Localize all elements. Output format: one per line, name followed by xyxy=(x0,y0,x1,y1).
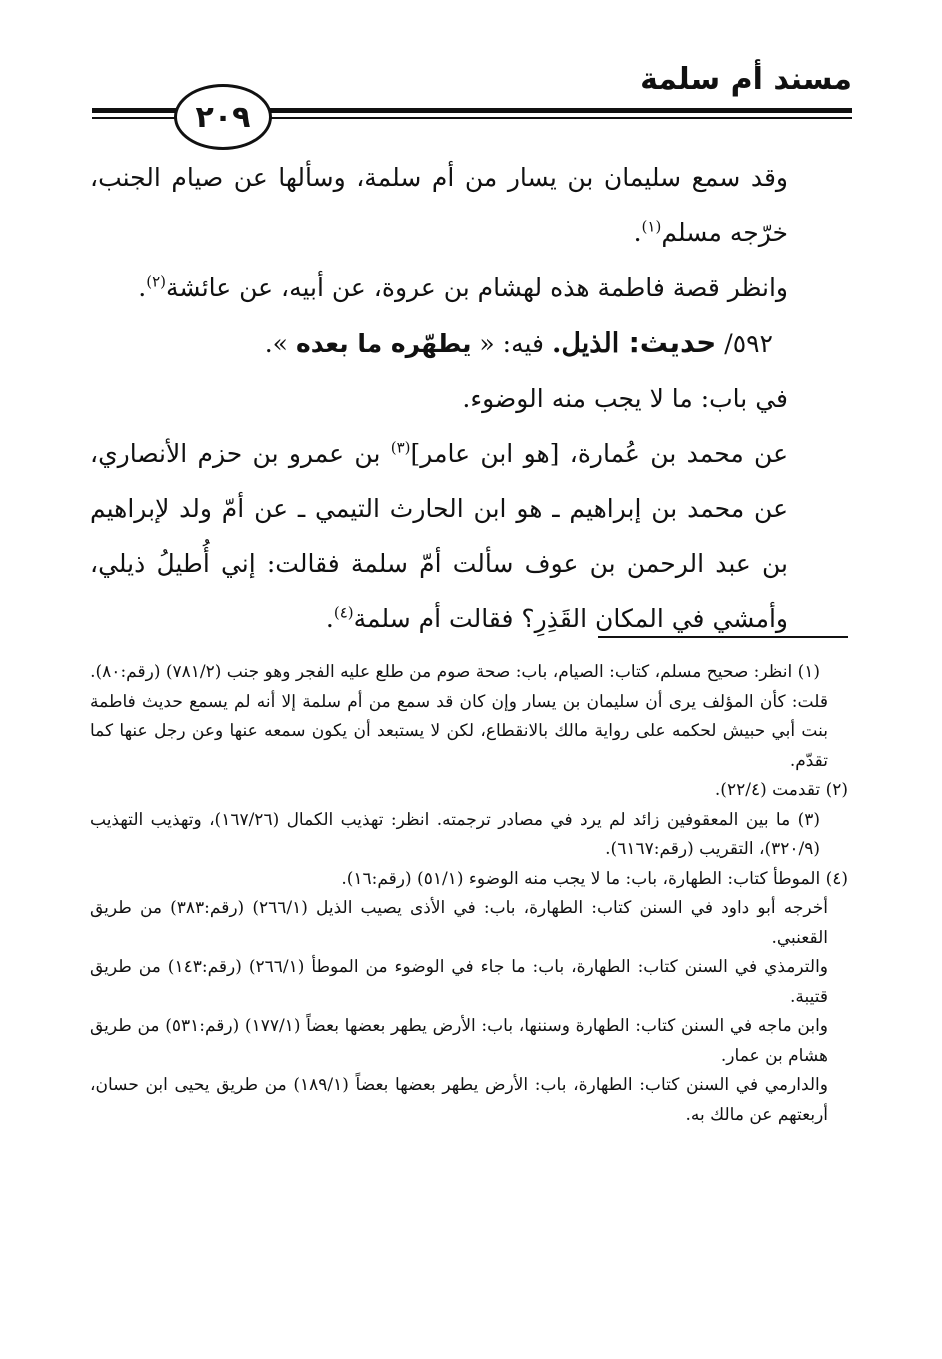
footnote-4-darimi: والدارمي في السنن كتاب: الطهارة، باب: الأرض يطهر بعضها بعضاً (١٨٩/١) من طريق يحيى ابن حسان، أربعتهم عن مالك به. xyxy=(90,1075,828,1125)
footnote-ref-3: (٣) xyxy=(390,438,411,457)
footnote-4-abudawud: أخرجه أبو داود في السنن كتاب: الطهارة، باب: في الأذى يصيب الذيل (٢٦٦/١) (رقم:٣٨٣) من طريق القعنبي. xyxy=(90,898,828,948)
footnote-ref-1: (١) xyxy=(641,217,662,236)
footnotes xyxy=(90,658,848,1130)
footnote-1: (١) انظر: صحيح مسلم، كتاب: الصيام، باب: صحة صوم من طلع عليه الفجر وهو جنب (٧٨١/٢) (رقم:٨٠). xyxy=(90,662,820,682)
footnote-4-tirmidhi: والترمذي في السنن كتاب: الطهارة، باب: ما جاء في الوضوء من الموطأ (٢٦٦/١) (رقم:١٤٣) من طريق قتيبة. xyxy=(90,957,829,1007)
footnote-separator xyxy=(598,636,848,638)
isnad-start: عن محمد بن عُمارة، [هو ابن عامر] xyxy=(410,439,788,468)
hadith-label: حديث: xyxy=(628,326,717,359)
footnote-ref-4: (٤) xyxy=(333,603,354,622)
isnad-body: بن عمرو بن حزم الأنصاري، عن محمد بن إبراهيم ـ هو ابن الحارث التيمي ـ عن أمّ ولد لإبراهيم بن عبد الرحمن بن عوف سألت أمّ سلمة فقالت: إني أُطيلُ ذيلي، وأمشي في المكان القَذِرِ؟ فقالت أم سلمة xyxy=(90,439,788,633)
hadith-title: الذيل. xyxy=(551,328,629,359)
paragraph-2-text: وانظر قصة فاطمة هذه لهشام بن عروة، عن أبيه، عن عائشة xyxy=(166,273,788,302)
hadith-heading xyxy=(90,315,848,371)
footnote-3: (٣) ما بين المعقوفين زائد لم يرد في مصادر ترجمته. انظر: تهذيب الكمال (١٦٧/٢٦)، وتهذيب التهذيب (٣٢٠/٩)، التقريب (رقم:٦١٦٧). xyxy=(90,809,820,859)
paragraph-1-text: وقد سمع سليمان بن يسار من أم سلمة، وسألها عن صيام الجنب، خرّجه مسلم xyxy=(90,163,788,247)
footnote-4-ibnmajah: وابن ماجه في السنن كتاب: الطهارة وسننها، باب: الأرض يطهر بعضها بعضاً (١٧٧/١) (رقم:٥٣١) من طريق هشام بن عمار. xyxy=(90,1016,828,1066)
paragraph-2: وانظر قصة فاطمة هذه لهشام بن عروة، عن أبيه، عن عائشة$^{(٢)}$. xyxy=(138,272,788,302)
paragraph-1: وقد سمع سليمان بن يسار من أم سلمة، وسألها عن صيام الجنب، خرّجه مسلم$^{(١)}$. xyxy=(90,163,788,247)
main-text xyxy=(90,150,848,646)
footnote-2: (٢) تقدمت (٢٢/٤). xyxy=(714,780,848,800)
bab-text: في باب: ما لا يجب منه الوضوء. xyxy=(462,384,788,413)
hadith-quote-close: ». xyxy=(264,329,296,358)
isnad-paragraph: عن محمد بن عُمارة، [هو ابن عامر]$^{(٣)}$ بن عمرو بن حزم الأنصاري، عن محمد بن إبراهيم ـ هو ابن الحارث التيمي ـ عن أمّ ولد لإبراهيم بن عبد الرحمن بن عوف سألت أمّ سلمة فقالت: إني أُطيلُ ذيلي، وأمشي في المكان القَذِرِ؟ فقالت أم سلمة$^{(٤)}$. xyxy=(90,438,788,633)
bab-line xyxy=(90,371,848,426)
hadith-quote: يطهّره ما بعده xyxy=(295,329,472,358)
footnote-4: (٤) الموطأ كتاب: الطهارة، باب: ما لا يجب منه الوضوء (٥١/١) (رقم:١٦). xyxy=(341,868,848,889)
page-number: ٢٠٩ xyxy=(195,99,251,135)
running-header-title: مسند أم سلمة xyxy=(640,62,852,97)
hadith-fih: فيه: « xyxy=(471,329,552,358)
footnote-1-note: قلت: كأن المؤلف يرى أن سليمان بن يسار وإن كان قد سمع من أم سلمة إلا أنه لم يسمع حديث فاطمة بنت أبي حبيش لحكمه على رواية مالك بالانقطاع، لكن لا يستبعد أن يكون سمعه عنها وعن رجل عنها كما تقدّم. xyxy=(90,691,828,771)
hadith-number: ٥٩٢/ xyxy=(716,329,773,358)
page-number-badge xyxy=(174,84,272,150)
footnote-ref-2: (٢) xyxy=(146,272,166,291)
